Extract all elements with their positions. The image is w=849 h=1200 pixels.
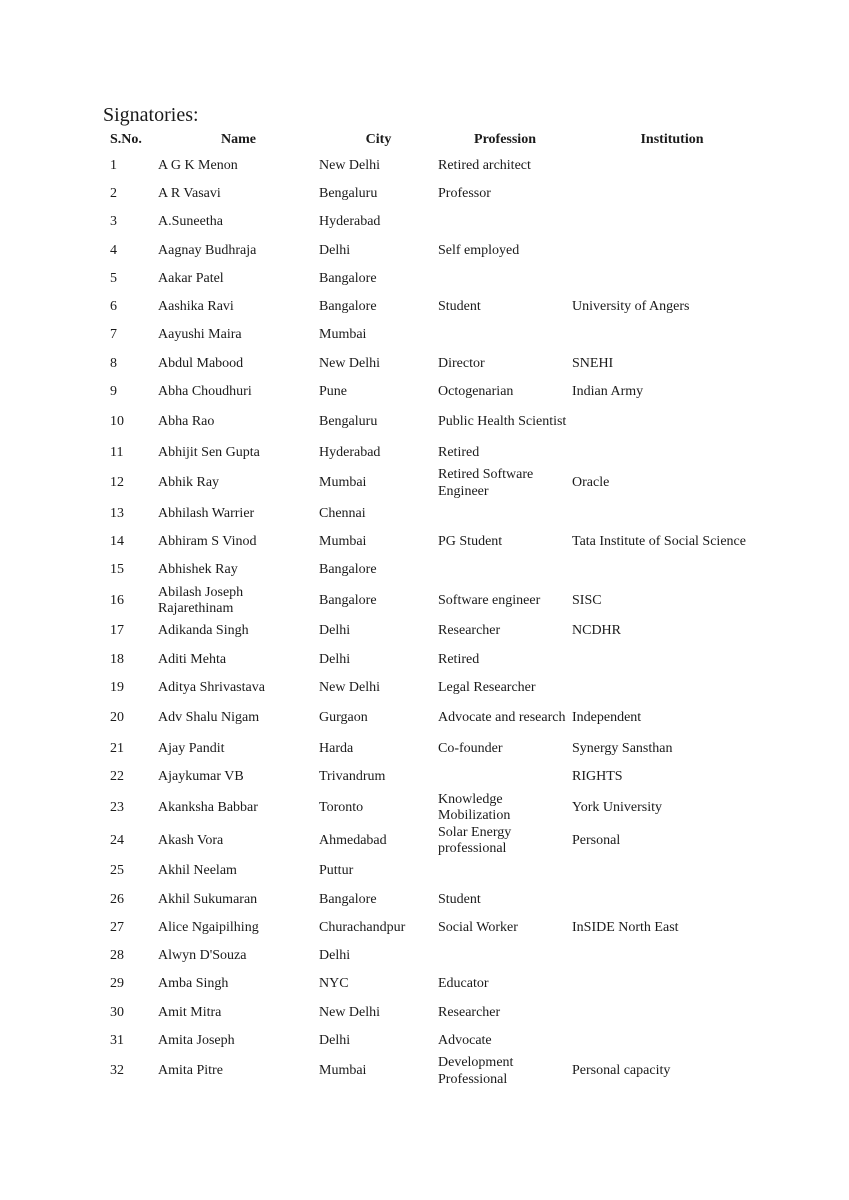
cell-profession bbox=[438, 557, 572, 585]
table-row bbox=[96, 858, 772, 886]
header-name: Name bbox=[221, 131, 256, 147]
cell-city: Puttur bbox=[319, 863, 354, 879]
cell-name: Aagnay Budhraja bbox=[158, 242, 257, 258]
cell-name: A R Vasavi bbox=[158, 186, 221, 201]
cell-sno: 5 bbox=[110, 270, 117, 286]
cell-sno: 11 bbox=[110, 444, 124, 460]
cell-city: Mumbai bbox=[319, 475, 367, 491]
cell-profession: Legal Researcher bbox=[438, 679, 536, 695]
cell-name: Abhiram S Vinod bbox=[158, 534, 257, 549]
table-row bbox=[96, 180, 772, 209]
table-row bbox=[96, 702, 772, 735]
cell-institution bbox=[572, 557, 772, 585]
cell-institution bbox=[572, 439, 772, 467]
cell-institution: Oracle bbox=[572, 475, 610, 491]
cell-sno: 26 bbox=[110, 891, 124, 907]
cell-sno: 8 bbox=[110, 355, 117, 371]
header-row bbox=[96, 128, 772, 152]
cell-institution: York University bbox=[572, 799, 662, 815]
cell-institution: InSIDE North East bbox=[572, 919, 679, 935]
table-row bbox=[96, 265, 772, 293]
table-row bbox=[96, 293, 772, 322]
cell-profession bbox=[438, 322, 572, 350]
cell-city: NYC bbox=[319, 976, 349, 992]
cell-name: Amit Mitra bbox=[158, 1004, 222, 1020]
cell-profession bbox=[438, 500, 572, 528]
cell-institution: Synergy Sansthan bbox=[572, 741, 673, 756]
cell-institution bbox=[572, 322, 772, 350]
cell-institution: Personal capacity bbox=[572, 1063, 671, 1079]
cell-city: Bangalore bbox=[319, 562, 377, 578]
cell-institution: University of Angers bbox=[572, 299, 690, 314]
cell-sno: 16 bbox=[110, 592, 124, 608]
cell-city: Delhi bbox=[319, 651, 351, 667]
cell-sno: 2 bbox=[110, 186, 117, 201]
cell-name: Adikanda Singh bbox=[158, 623, 249, 639]
cell-institution bbox=[572, 646, 772, 675]
table-row bbox=[96, 528, 772, 557]
cell-city: Bangalore bbox=[319, 891, 377, 907]
cell-city: Delhi bbox=[319, 242, 351, 258]
cell-sno: 31 bbox=[110, 1032, 124, 1048]
cell-institution bbox=[572, 1027, 772, 1055]
cell-institution bbox=[572, 209, 772, 237]
cell-institution bbox=[572, 265, 772, 293]
cell-profession: Researcher bbox=[438, 1004, 501, 1020]
cell-profession: Retired architect bbox=[438, 157, 531, 173]
cell-name: Abhilash Warrier bbox=[158, 505, 255, 521]
cell-profession: PG Student bbox=[438, 534, 503, 549]
cell-institution bbox=[572, 237, 772, 266]
cell-city: Delhi bbox=[319, 623, 351, 639]
cell-sno: 29 bbox=[110, 976, 124, 992]
cell-profession bbox=[438, 942, 572, 971]
cell-name: Abha Choudhuri bbox=[158, 383, 252, 399]
cell-institution: SNEHI bbox=[572, 355, 614, 371]
cell-name: Aakar Patel bbox=[158, 270, 224, 286]
cell-sno: 6 bbox=[110, 299, 117, 314]
table-row bbox=[96, 152, 772, 180]
cell-sno: 32 bbox=[110, 1063, 124, 1079]
cell-name: Aayushi Maira bbox=[158, 327, 242, 343]
cell-sno: 13 bbox=[110, 505, 124, 521]
cell-institution: Personal bbox=[572, 832, 621, 848]
table-row bbox=[96, 237, 772, 266]
cell-profession: Director bbox=[438, 355, 485, 371]
table-row bbox=[96, 1027, 772, 1055]
cell-institution bbox=[572, 180, 772, 209]
cell-institution bbox=[572, 942, 772, 971]
table-row bbox=[96, 999, 772, 1028]
cell-name: Akhil Neelam bbox=[158, 863, 237, 879]
cell-sno: 20 bbox=[110, 710, 124, 726]
cell-profession: Self employed bbox=[438, 242, 520, 258]
table-row bbox=[96, 764, 772, 792]
signatories-table bbox=[96, 128, 772, 1088]
cell-name: Abhik Ray bbox=[158, 475, 220, 491]
cell-institution: Independent bbox=[572, 710, 642, 726]
cell-profession: Social Worker bbox=[438, 919, 518, 935]
header-sno: S.No. bbox=[110, 131, 142, 147]
cell-name: Aditi Mehta bbox=[158, 651, 227, 667]
cell-institution: Tata Institute of Social Science bbox=[572, 534, 746, 549]
table-row bbox=[96, 406, 772, 439]
table-row bbox=[96, 735, 772, 764]
header-profession: Profession bbox=[474, 131, 536, 147]
cell-sno: 23 bbox=[110, 799, 124, 815]
cell-name: Abilash Joseph Rajarethinam bbox=[158, 584, 244, 616]
cell-institution bbox=[572, 886, 772, 915]
cell-city: Hyderabad bbox=[319, 444, 381, 460]
cell-name: Abhishek Ray bbox=[158, 562, 238, 578]
table-row bbox=[96, 209, 772, 237]
cell-sno: 15 bbox=[110, 562, 124, 578]
table-row bbox=[96, 886, 772, 915]
cell-city: Bangalore bbox=[319, 270, 377, 286]
cell-city: Churachandpur bbox=[319, 919, 406, 935]
cell-name: Abhijit Sen Gupta bbox=[158, 444, 260, 460]
cell-city: Mumbai bbox=[319, 1063, 367, 1079]
cell-profession: Professor bbox=[438, 186, 491, 201]
table-row bbox=[96, 350, 772, 379]
cell-institution bbox=[572, 674, 772, 702]
table-row bbox=[96, 674, 772, 702]
cell-profession: Knowledge Mobilization bbox=[438, 791, 511, 823]
header-institution: Institution bbox=[640, 131, 704, 147]
cell-name: Akanksha Babbar bbox=[158, 799, 258, 815]
cell-sno: 17 bbox=[110, 623, 124, 639]
cell-sno: 30 bbox=[110, 1004, 124, 1020]
cell-profession bbox=[438, 764, 572, 792]
cell-name: Akash Vora bbox=[158, 832, 224, 848]
cell-profession: Researcher bbox=[438, 623, 501, 639]
cell-sno: 10 bbox=[110, 414, 124, 430]
table-row bbox=[96, 585, 772, 618]
cell-city: Delhi bbox=[319, 1032, 351, 1048]
cell-profession bbox=[438, 265, 572, 293]
cell-institution: NCDHR bbox=[572, 623, 622, 639]
table-row bbox=[96, 500, 772, 528]
cell-name: Amita Joseph bbox=[158, 1032, 235, 1048]
cell-city: Bangalore bbox=[319, 592, 377, 608]
cell-profession: Software engineer bbox=[438, 592, 541, 608]
cell-city: Gurgaon bbox=[319, 710, 368, 726]
cell-name: Amba Singh bbox=[158, 976, 229, 992]
cell-city: New Delhi bbox=[319, 679, 381, 695]
page-heading: Signatories: bbox=[103, 104, 199, 126]
cell-sno: 12 bbox=[110, 475, 124, 491]
cell-profession bbox=[438, 209, 572, 237]
cell-name: A G K Menon bbox=[158, 157, 238, 173]
cell-name: Amita Pitre bbox=[158, 1063, 223, 1079]
cell-name: Abha Rao bbox=[158, 414, 215, 430]
cell-sno: 18 bbox=[110, 651, 124, 667]
cell-profession: Retired Software Engineer bbox=[438, 467, 534, 499]
cell-institution bbox=[572, 500, 772, 528]
cell-city: New Delhi bbox=[319, 1004, 381, 1020]
cell-city: Mumbai bbox=[319, 327, 367, 343]
cell-profession: Public Health Scientist bbox=[438, 414, 567, 430]
cell-sno: 9 bbox=[110, 383, 117, 399]
cell-city: New Delhi bbox=[319, 355, 381, 371]
cell-city: Pune bbox=[319, 383, 347, 399]
cell-name: Abdul Mabood bbox=[158, 355, 244, 371]
cell-institution: Indian Army bbox=[572, 383, 644, 399]
cell-institution bbox=[572, 152, 772, 180]
cell-profession: Retired bbox=[438, 651, 480, 667]
table-row bbox=[96, 378, 772, 406]
cell-sno: 1 bbox=[110, 157, 117, 173]
cell-city: Trivandrum bbox=[319, 769, 386, 785]
cell-profession bbox=[438, 858, 572, 886]
cell-name: Adv Shalu Nigam bbox=[158, 710, 260, 726]
cell-city: Delhi bbox=[319, 948, 351, 963]
cell-sno: 4 bbox=[110, 242, 117, 258]
cell-city: Chennai bbox=[319, 505, 366, 521]
cell-profession: Educator bbox=[438, 976, 489, 992]
table-row bbox=[96, 439, 772, 467]
cell-profession: Advocate bbox=[438, 1032, 492, 1048]
table-row bbox=[96, 1055, 772, 1088]
cell-profession: Solar Energy professional bbox=[438, 824, 512, 856]
cell-institution: SISC bbox=[572, 592, 602, 608]
table-header bbox=[96, 128, 772, 152]
cell-profession: Retired bbox=[438, 444, 480, 460]
table-row bbox=[96, 914, 772, 942]
cell-profession: Student bbox=[438, 299, 481, 314]
cell-name: A.Suneetha bbox=[158, 214, 223, 230]
cell-sno: 19 bbox=[110, 679, 124, 695]
cell-sno: 21 bbox=[110, 741, 124, 756]
cell-profession: Development Professional bbox=[438, 1055, 514, 1087]
cell-institution bbox=[572, 406, 772, 439]
table-row bbox=[96, 971, 772, 999]
cell-sno: 14 bbox=[110, 534, 124, 549]
table-body bbox=[96, 152, 772, 1088]
cell-profession: Advocate and research bbox=[438, 710, 566, 726]
table-row bbox=[96, 467, 772, 500]
cell-institution bbox=[572, 971, 772, 999]
table-row bbox=[96, 618, 772, 646]
cell-sno: 28 bbox=[110, 948, 124, 963]
table-row bbox=[96, 557, 772, 585]
cell-city: Ahmedabad bbox=[319, 832, 387, 848]
cell-institution bbox=[572, 999, 772, 1028]
cell-name: Ajay Pandit bbox=[158, 741, 225, 756]
cell-profession: Co-founder bbox=[438, 741, 503, 756]
cell-name: Aditya Shrivastava bbox=[158, 679, 265, 695]
cell-city: Bengaluru bbox=[319, 186, 378, 201]
cell-name: Akhil Sukumaran bbox=[158, 891, 258, 907]
cell-city: Bangalore bbox=[319, 299, 377, 314]
cell-city: Mumbai bbox=[319, 534, 367, 549]
cell-sno: 22 bbox=[110, 769, 124, 785]
cell-city: Hyderabad bbox=[319, 214, 381, 230]
cell-city: Harda bbox=[319, 741, 354, 756]
cell-sno: 27 bbox=[110, 919, 124, 935]
header-city: City bbox=[365, 131, 392, 147]
cell-name: Ajaykumar VB bbox=[158, 769, 244, 785]
cell-name: Alwyn D'Souza bbox=[158, 948, 247, 963]
table-row bbox=[96, 825, 772, 858]
cell-sno: 24 bbox=[110, 832, 124, 848]
cell-sno: 25 bbox=[110, 863, 124, 879]
cell-institution bbox=[572, 858, 772, 886]
table-row bbox=[96, 646, 772, 675]
cell-profession: Student bbox=[438, 891, 481, 907]
cell-name: Aashika Ravi bbox=[158, 299, 234, 314]
table-row bbox=[96, 322, 772, 350]
table-row bbox=[96, 942, 772, 971]
cell-profession: Octogenarian bbox=[438, 383, 514, 399]
cell-name: Alice Ngaipilhing bbox=[158, 919, 259, 935]
cell-city: New Delhi bbox=[319, 157, 381, 173]
cell-city: Toronto bbox=[319, 799, 364, 815]
cell-institution: RIGHTS bbox=[572, 769, 623, 785]
cell-sno: 3 bbox=[110, 214, 117, 230]
table-row bbox=[96, 792, 772, 825]
cell-city: Bengaluru bbox=[319, 414, 378, 430]
cell-sno: 7 bbox=[110, 327, 117, 343]
